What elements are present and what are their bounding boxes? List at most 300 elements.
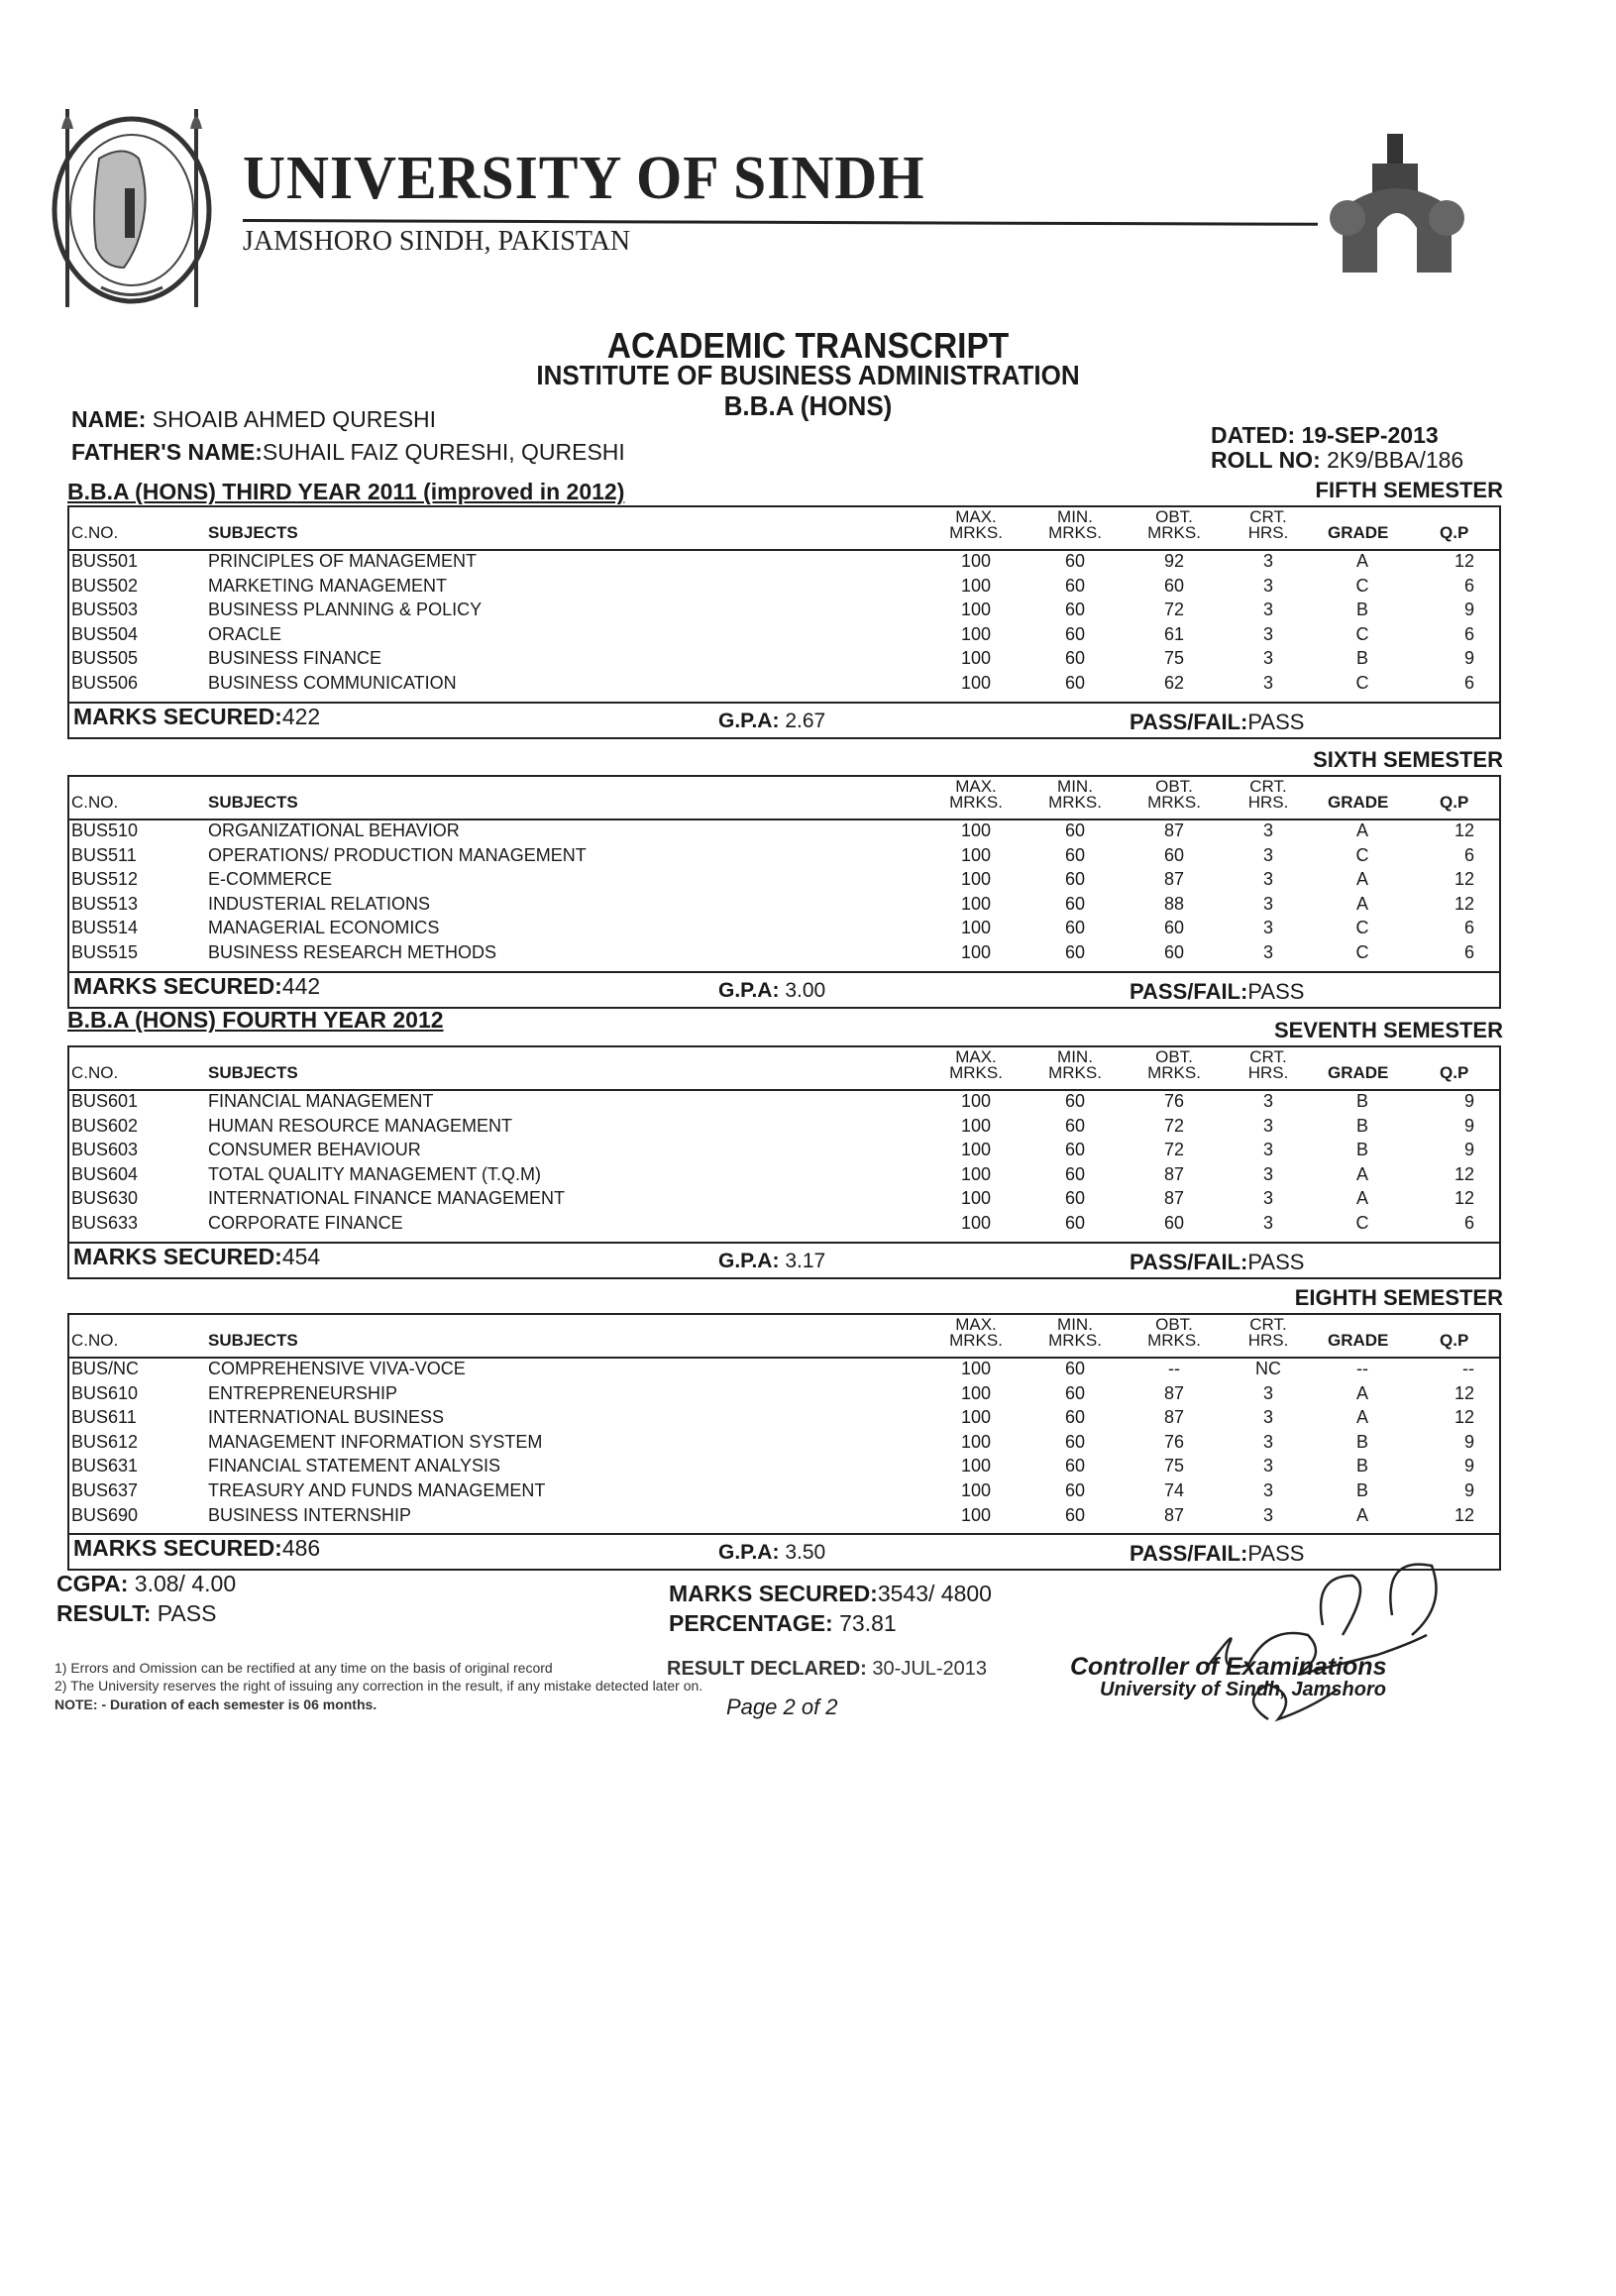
course-code: BUS513 bbox=[71, 893, 139, 914]
semester-label: FIFTH SEMESTER bbox=[1315, 478, 1503, 502]
page-number: Page 2 of 2 bbox=[726, 1695, 838, 1719]
subject-name: CONSUMER BEHAVIOUR bbox=[208, 1140, 421, 1160]
header-min bbox=[1040, 779, 1110, 811]
university-location: JAMSHORO SINDH, PAKISTAN bbox=[243, 226, 631, 257]
grade: A bbox=[1355, 1382, 1368, 1403]
table-header bbox=[69, 507, 1499, 551]
header-min-line1: MIN. bbox=[1057, 1315, 1093, 1334]
subject-name: E-COMMERCE bbox=[208, 869, 332, 890]
roll-no-value: 2K9/BBA/186 bbox=[1327, 447, 1464, 473]
quality-points: 6 bbox=[1463, 918, 1474, 938]
course-code: BUS505 bbox=[71, 648, 139, 669]
roll-no bbox=[1211, 447, 1463, 474]
min-marks: 60 bbox=[1064, 623, 1086, 644]
header-grade: GRADE bbox=[1328, 1331, 1389, 1350]
subject-name: INTERNATIONAL BUSINESS bbox=[208, 1407, 445, 1428]
quality-points: 9 bbox=[1463, 600, 1474, 620]
header-max bbox=[941, 1317, 1011, 1349]
header-qp: Q.P bbox=[1440, 793, 1469, 812]
subject-name: TREASURY AND FUNDS MANAGEMENT bbox=[208, 1480, 546, 1500]
course-code: BUS610 bbox=[71, 1382, 139, 1403]
header-min bbox=[1040, 1317, 1110, 1349]
course-code: BUS512 bbox=[71, 869, 139, 890]
table-row bbox=[69, 942, 1499, 966]
grade: C bbox=[1355, 623, 1369, 644]
max-marks: 100 bbox=[960, 1359, 992, 1378]
credit-hours: 3 bbox=[1262, 623, 1273, 644]
credit-hours: 3 bbox=[1262, 1480, 1273, 1500]
max-marks: 100 bbox=[960, 1091, 992, 1111]
grade: C bbox=[1355, 918, 1369, 938]
quality-points: 6 bbox=[1463, 623, 1474, 644]
grade: -- bbox=[1356, 1359, 1368, 1378]
table-row bbox=[69, 1188, 1499, 1212]
grade: A bbox=[1355, 1407, 1368, 1428]
header-min-line1: MIN. bbox=[1057, 507, 1093, 526]
max-marks: 100 bbox=[960, 600, 992, 620]
obtained-marks: 75 bbox=[1163, 648, 1185, 669]
min-marks: 60 bbox=[1064, 918, 1086, 938]
obtained-marks: 87 bbox=[1163, 1407, 1185, 1428]
grade: C bbox=[1355, 673, 1369, 693]
course-code: BUS633 bbox=[71, 1213, 139, 1233]
header-max-line2: MRKS. bbox=[949, 1063, 1003, 1082]
semester-table bbox=[67, 1313, 1501, 1571]
result-declared-value: 30-JUL-2013 bbox=[872, 1658, 988, 1680]
grade: A bbox=[1355, 551, 1368, 571]
header-subjects: SUBJECTS bbox=[208, 1063, 298, 1082]
table-row bbox=[69, 1213, 1499, 1237]
marks-secured bbox=[73, 1535, 320, 1562]
cgpa-label: CGPA: bbox=[56, 1571, 129, 1596]
max-marks: 100 bbox=[960, 551, 992, 571]
university-gate-icon bbox=[1328, 129, 1466, 277]
max-marks: 100 bbox=[960, 844, 992, 865]
quality-points: 12 bbox=[1454, 1504, 1474, 1525]
obtained-marks: 87 bbox=[1163, 1163, 1185, 1184]
subject-name: BUSINESS FINANCE bbox=[208, 648, 382, 669]
header-obt-line1: OBT. bbox=[1155, 507, 1193, 526]
grade: C bbox=[1355, 844, 1369, 865]
obtained-marks: 72 bbox=[1163, 600, 1185, 620]
max-marks: 100 bbox=[960, 820, 992, 840]
subject-name: FINANCIAL MANAGEMENT bbox=[208, 1091, 434, 1111]
course-code: BUS511 bbox=[71, 844, 137, 865]
quality-points: 12 bbox=[1454, 893, 1474, 914]
father-name bbox=[71, 439, 625, 466]
pass-fail bbox=[1130, 710, 1304, 735]
subject-name: BUSINESS INTERNSHIP bbox=[208, 1504, 412, 1525]
obtained-marks: 87 bbox=[1163, 1504, 1185, 1525]
result-declared-label: RESULT DECLARED: bbox=[667, 1658, 867, 1680]
table-row bbox=[69, 1505, 1499, 1529]
marks-secured-value: 442 bbox=[281, 972, 321, 999]
credit-hours: 3 bbox=[1262, 673, 1273, 693]
max-marks: 100 bbox=[960, 893, 992, 914]
subject-name: COMPREHENSIVE VIVA-VOCE bbox=[208, 1359, 466, 1378]
min-marks: 60 bbox=[1064, 1140, 1086, 1160]
obtained-marks: 87 bbox=[1163, 869, 1185, 890]
table-row bbox=[69, 869, 1499, 893]
course-code: BUS515 bbox=[71, 942, 139, 962]
min-marks: 60 bbox=[1064, 1504, 1086, 1525]
pass-fail-value: PASS bbox=[1247, 978, 1305, 1004]
student-name-value: SHOAIB AHMED QURESHI bbox=[152, 406, 437, 432]
pass-fail-label: PASS/FAIL: bbox=[1130, 1541, 1248, 1567]
credit-hours: 3 bbox=[1262, 1504, 1273, 1525]
gpa bbox=[718, 1250, 825, 1273]
obtained-marks: 74 bbox=[1163, 1480, 1185, 1500]
credit-hours: 3 bbox=[1262, 1163, 1273, 1184]
quality-points: 9 bbox=[1463, 1140, 1474, 1160]
pass-fail-value: PASS bbox=[1247, 1249, 1305, 1274]
credit-hours: 3 bbox=[1262, 869, 1273, 890]
grade: B bbox=[1355, 1480, 1368, 1500]
gpa-value: 3.00 bbox=[785, 978, 826, 1002]
marks-secured bbox=[73, 1244, 320, 1270]
max-marks: 100 bbox=[960, 1213, 992, 1233]
pass-fail-label: PASS/FAIL: bbox=[1130, 709, 1248, 734]
header-obt-line2: MRKS. bbox=[1147, 1331, 1201, 1350]
table-row bbox=[69, 576, 1499, 600]
table-row bbox=[69, 600, 1499, 623]
min-marks: 60 bbox=[1064, 942, 1086, 962]
max-marks: 100 bbox=[960, 1115, 992, 1136]
header-crt-line2: HRS. bbox=[1247, 1063, 1289, 1082]
subject-name: BUSINESS PLANNING & POLICY bbox=[208, 600, 483, 620]
subject-name: BUSINESS RESEARCH METHODS bbox=[208, 942, 497, 962]
credit-hours: 3 bbox=[1262, 600, 1273, 620]
quality-points: 6 bbox=[1463, 844, 1474, 865]
header-max-line1: MAX. bbox=[955, 1047, 997, 1066]
obtained-marks: 60 bbox=[1163, 844, 1185, 865]
obtained-marks: 87 bbox=[1163, 820, 1185, 840]
year-heading-third: B.B.A (HONS) THIRD YEAR 2011 (improved in 2012) bbox=[67, 479, 625, 504]
credit-hours: 3 bbox=[1262, 1382, 1273, 1403]
max-marks: 100 bbox=[960, 1140, 992, 1160]
marks-secured bbox=[73, 973, 320, 1000]
percentage bbox=[669, 1610, 897, 1637]
header-crt-line1: CRT. bbox=[1249, 1047, 1287, 1066]
table-row bbox=[69, 1140, 1499, 1163]
max-marks: 100 bbox=[960, 918, 992, 938]
table-row bbox=[69, 894, 1499, 918]
table-row bbox=[69, 624, 1499, 648]
max-marks: 100 bbox=[960, 1431, 992, 1452]
program-title: B.B.A (HONS) bbox=[723, 390, 893, 421]
course-code: BUS601 bbox=[71, 1091, 139, 1111]
dated-value: 19-SEP-2013 bbox=[1301, 422, 1439, 448]
obtained-marks: 92 bbox=[1163, 551, 1185, 571]
grade: C bbox=[1355, 942, 1369, 962]
table-row bbox=[69, 820, 1499, 844]
dated-label: DATED: bbox=[1211, 422, 1296, 448]
table-header bbox=[69, 777, 1499, 820]
max-marks: 100 bbox=[960, 1382, 992, 1403]
credit-hours: 3 bbox=[1262, 1091, 1273, 1111]
quality-points: 9 bbox=[1463, 1115, 1474, 1136]
header-obt-line2: MRKS. bbox=[1147, 1063, 1201, 1082]
subject-name: PRINCIPLES OF MANAGEMENT bbox=[208, 551, 478, 571]
obtained-marks: 76 bbox=[1163, 1431, 1185, 1452]
quality-points: 9 bbox=[1463, 1431, 1474, 1452]
header-max-line1: MAX. bbox=[955, 777, 997, 796]
credit-hours: 3 bbox=[1262, 942, 1273, 962]
max-marks: 100 bbox=[960, 1456, 992, 1476]
quality-points: 12 bbox=[1454, 869, 1474, 890]
quality-points: 6 bbox=[1463, 942, 1474, 962]
header-grade: GRADE bbox=[1328, 523, 1389, 542]
obtained-marks: 60 bbox=[1163, 575, 1185, 596]
quality-points: 12 bbox=[1454, 1382, 1474, 1403]
father-name-label: FATHER'S NAME: bbox=[71, 439, 263, 465]
quality-points: 9 bbox=[1463, 1091, 1474, 1111]
max-marks: 100 bbox=[960, 869, 992, 890]
table-row bbox=[69, 918, 1499, 941]
course-code: BUS506 bbox=[71, 673, 139, 693]
marks-secured-value: 486 bbox=[281, 1535, 321, 1562]
semester-label: SIXTH SEMESTER bbox=[1313, 747, 1503, 772]
subject-name: ENTREPRENEURSHIP bbox=[208, 1382, 398, 1403]
obtained-marks: 60 bbox=[1163, 942, 1185, 962]
course-code: BUS514 bbox=[71, 918, 139, 938]
credit-hours: 3 bbox=[1262, 1213, 1273, 1233]
cgpa bbox=[56, 1571, 236, 1597]
table-row bbox=[69, 1091, 1499, 1115]
gpa-value: 2.67 bbox=[785, 709, 826, 732]
letterhead-rule bbox=[243, 219, 1318, 226]
header-crt bbox=[1234, 779, 1303, 811]
min-marks: 60 bbox=[1064, 869, 1086, 890]
min-marks: 60 bbox=[1064, 575, 1086, 596]
table-row bbox=[69, 845, 1499, 869]
semester-footer bbox=[69, 971, 1499, 1007]
semester-table bbox=[67, 1045, 1501, 1279]
header-max bbox=[941, 509, 1011, 541]
subject-name: MANAGERIAL ECONOMICS bbox=[208, 918, 440, 938]
header-obt bbox=[1139, 779, 1209, 811]
grade: B bbox=[1355, 1456, 1368, 1476]
credit-hours: 3 bbox=[1262, 1115, 1273, 1136]
semester-footer bbox=[69, 1242, 1499, 1277]
note-errors: 1) Errors and Omission can be rectified at any time on the basis of original record bbox=[54, 1660, 553, 1676]
header-min bbox=[1040, 509, 1110, 541]
father-name-value: SUHAIL FAIZ QURESHI, QURESHI bbox=[262, 439, 625, 465]
course-code: BUS/NC bbox=[71, 1359, 140, 1378]
header-cno: C.NO. bbox=[71, 1331, 119, 1350]
subject-name: ORACLE bbox=[208, 623, 282, 644]
quality-points: 12 bbox=[1454, 1163, 1474, 1184]
header-min-line2: MRKS. bbox=[1048, 793, 1102, 812]
grade: C bbox=[1355, 575, 1369, 596]
subject-name: HUMAN RESOURCE MANAGEMENT bbox=[208, 1115, 513, 1136]
header-crt-line2: HRS. bbox=[1247, 1331, 1289, 1350]
header-obt bbox=[1139, 1049, 1209, 1081]
header-cno: C.NO. bbox=[71, 793, 119, 812]
gpa-label: G.P.A: bbox=[718, 709, 780, 732]
credit-hours: 3 bbox=[1262, 551, 1273, 571]
header-obt-line1: OBT. bbox=[1155, 1315, 1193, 1334]
credit-hours: 3 bbox=[1262, 1456, 1273, 1476]
header-obt-line2: MRKS. bbox=[1147, 793, 1201, 812]
gpa-value: 3.50 bbox=[785, 1541, 826, 1565]
pass-fail-value: PASS bbox=[1247, 1541, 1305, 1567]
max-marks: 100 bbox=[960, 1480, 992, 1500]
credit-hours: 3 bbox=[1262, 575, 1273, 596]
header-qp: Q.P bbox=[1440, 1331, 1469, 1350]
obtained-marks: 72 bbox=[1163, 1140, 1185, 1160]
marks-secured-label: MARKS SECURED: bbox=[73, 703, 282, 729]
credit-hours: 3 bbox=[1262, 648, 1273, 669]
min-marks: 60 bbox=[1064, 1091, 1086, 1111]
course-code: BUS630 bbox=[71, 1188, 139, 1209]
header-crt-line1: CRT. bbox=[1249, 1315, 1287, 1334]
grade: B bbox=[1355, 1115, 1368, 1136]
header-max-line2: MRKS. bbox=[949, 793, 1003, 812]
header-obt bbox=[1139, 1317, 1209, 1349]
obtained-marks: 62 bbox=[1163, 673, 1185, 693]
obtained-marks: 88 bbox=[1163, 893, 1185, 914]
dated bbox=[1211, 422, 1439, 449]
min-marks: 60 bbox=[1064, 673, 1086, 693]
header-obt-line1: OBT. bbox=[1155, 777, 1193, 796]
header-qp: Q.P bbox=[1440, 1063, 1469, 1082]
obtained-marks: 76 bbox=[1163, 1091, 1185, 1111]
subject-name: OPERATIONS/ PRODUCTION MANAGEMENT bbox=[208, 844, 587, 865]
semester-table bbox=[67, 775, 1501, 1009]
obtained-marks: 87 bbox=[1163, 1188, 1185, 1209]
table-row bbox=[69, 1407, 1499, 1431]
course-code: BUS502 bbox=[71, 575, 139, 596]
note-correction: 2) The University reserves the right of issuing any correction in the result, if any mistake detected later on. bbox=[54, 1678, 703, 1694]
min-marks: 60 bbox=[1064, 844, 1086, 865]
header-crt bbox=[1234, 509, 1303, 541]
header-obt bbox=[1139, 509, 1209, 541]
header-min-line1: MIN. bbox=[1057, 777, 1093, 796]
obtained-marks: 87 bbox=[1163, 1382, 1185, 1403]
max-marks: 100 bbox=[960, 1407, 992, 1428]
quality-points: 6 bbox=[1463, 673, 1474, 693]
header-crt-line2: HRS. bbox=[1247, 523, 1289, 542]
obtained-marks: 75 bbox=[1163, 1456, 1185, 1476]
subject-name: MARKETING MANAGEMENT bbox=[208, 575, 448, 596]
grade: B bbox=[1355, 1091, 1368, 1111]
quality-points: 9 bbox=[1463, 1456, 1474, 1476]
table-row bbox=[69, 551, 1499, 575]
result-declared bbox=[667, 1658, 987, 1681]
university-seal-icon bbox=[40, 99, 223, 312]
table-row bbox=[69, 1383, 1499, 1407]
min-marks: 60 bbox=[1064, 1407, 1086, 1428]
min-marks: 60 bbox=[1064, 1188, 1086, 1209]
subject-name: MANAGEMENT INFORMATION SYSTEM bbox=[208, 1431, 543, 1452]
course-code: BUS504 bbox=[71, 623, 139, 644]
quality-points: 6 bbox=[1463, 575, 1474, 596]
pass-fail-value: PASS bbox=[1247, 709, 1305, 734]
pass-fail bbox=[1130, 979, 1304, 1005]
marks-secured-label: MARKS SECURED: bbox=[73, 1243, 282, 1269]
gpa bbox=[718, 979, 825, 1003]
course-code: BUS510 bbox=[71, 820, 139, 840]
subject-name: INTERNATIONAL FINANCE MANAGEMENT bbox=[208, 1188, 566, 1209]
obtained-marks: -- bbox=[1168, 1359, 1180, 1378]
university-name: UNIVERSITY OF SINDH bbox=[243, 145, 925, 212]
course-code: BUS637 bbox=[71, 1480, 139, 1500]
credit-hours: 3 bbox=[1262, 1407, 1273, 1428]
marks-secured-label: MARKS SECURED: bbox=[73, 1535, 282, 1562]
grade: B bbox=[1355, 648, 1368, 669]
grade: A bbox=[1355, 1188, 1368, 1209]
max-marks: 100 bbox=[960, 575, 992, 596]
credit-hours: 3 bbox=[1262, 1188, 1273, 1209]
quality-points: 9 bbox=[1463, 648, 1474, 669]
max-marks: 100 bbox=[960, 623, 992, 644]
header-min-line1: MIN. bbox=[1057, 1047, 1093, 1066]
min-marks: 60 bbox=[1064, 1115, 1086, 1136]
header-max bbox=[941, 1049, 1011, 1081]
result-value: PASS bbox=[157, 1600, 217, 1626]
marks-secured-value: 422 bbox=[281, 703, 321, 729]
course-code: BUS690 bbox=[71, 1504, 139, 1525]
year-heading-fourth: B.B.A (HONS) FOURTH YEAR 2012 bbox=[67, 1007, 444, 1033]
student-name bbox=[71, 406, 436, 433]
min-marks: 60 bbox=[1064, 1456, 1086, 1476]
max-marks: 100 bbox=[960, 673, 992, 693]
min-marks: 60 bbox=[1064, 820, 1086, 840]
course-code: BUS604 bbox=[71, 1163, 139, 1184]
credit-hours: 3 bbox=[1262, 918, 1273, 938]
header-min-line2: MRKS. bbox=[1048, 523, 1102, 542]
subject-name: ORGANIZATIONAL BEHAVIOR bbox=[208, 820, 460, 840]
header-obt-line2: MRKS. bbox=[1147, 523, 1201, 542]
controller-title: Controller of Examinations bbox=[1070, 1653, 1387, 1681]
result bbox=[56, 1600, 216, 1627]
pass-fail-label: PASS/FAIL: bbox=[1130, 1249, 1248, 1274]
header-subjects: SUBJECTS bbox=[208, 523, 298, 542]
quality-points: 12 bbox=[1454, 1407, 1474, 1428]
table-row bbox=[69, 1164, 1499, 1188]
roll-no-label: ROLL NO: bbox=[1211, 447, 1321, 473]
header-min-line2: MRKS. bbox=[1048, 1063, 1102, 1082]
min-marks: 60 bbox=[1064, 1359, 1086, 1378]
header-crt bbox=[1234, 1049, 1303, 1081]
grade: A bbox=[1355, 820, 1368, 840]
course-code: BUS602 bbox=[71, 1115, 139, 1136]
marks-secured-label: MARKS SECURED: bbox=[73, 972, 282, 999]
course-code: BUS612 bbox=[71, 1431, 139, 1452]
header-crt-line1: CRT. bbox=[1249, 507, 1287, 526]
gpa bbox=[718, 1541, 825, 1565]
grade: A bbox=[1355, 1504, 1368, 1525]
max-marks: 100 bbox=[960, 1163, 992, 1184]
course-code: BUS501 bbox=[71, 551, 139, 571]
pass-fail-label: PASS/FAIL: bbox=[1130, 978, 1248, 1004]
signature-mark bbox=[1139, 1546, 1516, 1744]
header-subjects: SUBJECTS bbox=[208, 1331, 298, 1350]
header-crt bbox=[1234, 1317, 1303, 1349]
gpa bbox=[718, 710, 825, 733]
max-marks: 100 bbox=[960, 1504, 992, 1525]
header-max bbox=[941, 779, 1011, 811]
credit-hours: 3 bbox=[1262, 893, 1273, 914]
header-qp: Q.P bbox=[1440, 523, 1469, 542]
credit-hours: NC bbox=[1255, 1359, 1281, 1378]
credit-hours: 3 bbox=[1262, 844, 1273, 865]
course-code: BUS503 bbox=[71, 600, 139, 620]
document-title: ACADEMIC TRANSCRIPT bbox=[606, 325, 1010, 366]
institute-title: INSTITUTE OF BUSINESS ADMINISTRATION bbox=[536, 360, 1080, 390]
grade: B bbox=[1355, 600, 1368, 620]
